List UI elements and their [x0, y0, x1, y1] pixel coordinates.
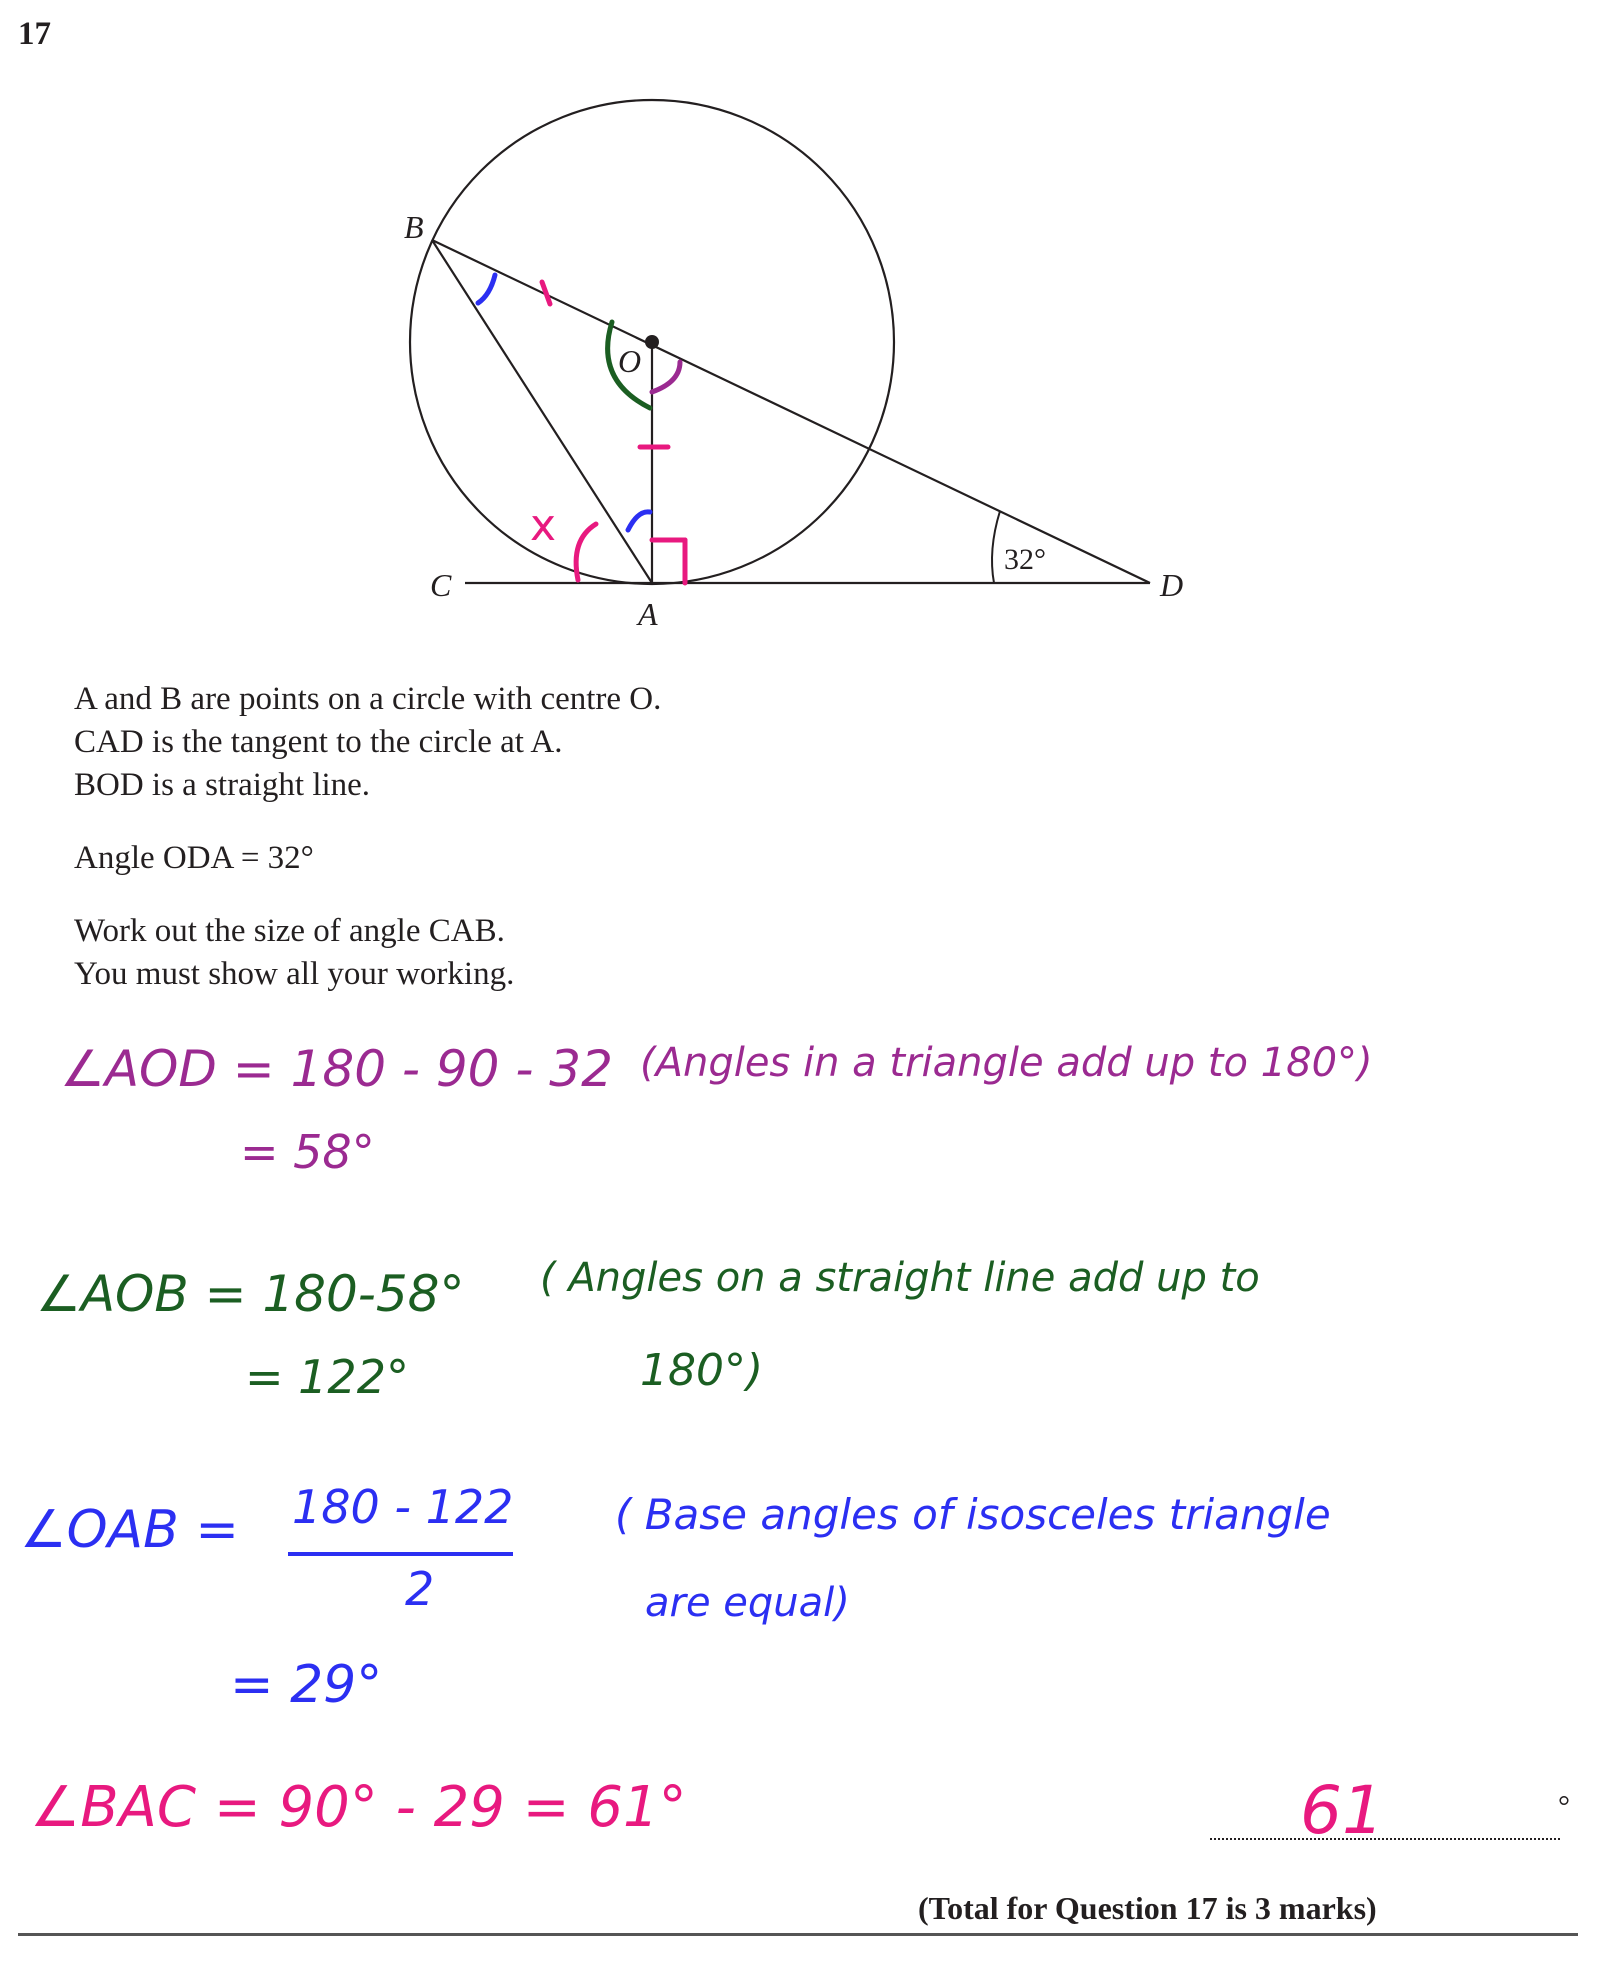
question-stem: [74, 678, 661, 807]
answer-line: [1210, 1838, 1560, 1840]
working-step2-line1: ∠AOB = 180-58°: [36, 1265, 465, 1323]
answer-value: 61: [1300, 1772, 1384, 1849]
answer-unit: °: [1558, 1790, 1570, 1823]
angle-arc-aod: [652, 362, 680, 392]
label-d: D: [1160, 567, 1184, 603]
label-a: A: [638, 596, 658, 632]
stem-line: BOD is a straight line.: [74, 767, 371, 803]
question-number: 17: [18, 16, 51, 52]
bottom-rule: [18, 1933, 1578, 1936]
angle-label-32: 32°: [1004, 543, 1046, 576]
angle-arc-32: [992, 511, 1000, 583]
label-o: O: [618, 343, 642, 379]
angle-arc-oab: [628, 512, 650, 530]
angle-arc-x: [576, 524, 596, 580]
working-step3-numerator: 180 - 122: [292, 1480, 514, 1534]
working-step3-reason-line2: are equal): [645, 1580, 850, 1626]
working-step1-line2: = 58°: [240, 1125, 375, 1179]
instruction-line: You must show all your working.: [74, 956, 515, 992]
working-step1-line1: ∠AOD = 180 - 90 - 32: [60, 1040, 613, 1098]
working-step1-reason: (Angles in a triangle add up to 180°): [640, 1040, 1373, 1086]
instruction-line: Work out the size of angle CAB.: [74, 913, 505, 949]
angle-arc-oba: [478, 275, 495, 303]
label-b: B: [404, 209, 424, 245]
working-step3-line2: = 29°: [230, 1655, 383, 1715]
stem-line: A and B are points on a circle with centre O.: [74, 681, 662, 717]
centre-point: [645, 335, 659, 349]
working-step4-line1: ∠BAC = 90° - 29 = 61°: [30, 1775, 687, 1840]
given-angle: Angle ODA = 32°: [74, 840, 314, 876]
instructions: [74, 910, 514, 996]
working-step3-fraction-bar: [288, 1552, 513, 1556]
circle-theorem-diagram: [0, 0, 1600, 640]
working-step3-reason-line1: ( Base angles of isosceles triangle: [615, 1490, 1331, 1539]
working-step3-denominator: 2: [405, 1562, 435, 1616]
working-step2-line2: = 122°: [245, 1350, 409, 1404]
working-step2-reason-line2: 180°): [640, 1345, 764, 1396]
working-step3-lhs: ∠OAB =: [20, 1500, 239, 1560]
working-step2-reason-line1: ( Angles on a straight line add up to: [540, 1255, 1260, 1301]
stem-line: CAD is the tangent to the circle at A.: [74, 724, 563, 760]
label-c: C: [430, 567, 452, 603]
total-marks: (Total for Question 17 is 3 marks): [918, 1890, 1377, 1926]
label-x: x: [530, 500, 557, 551]
